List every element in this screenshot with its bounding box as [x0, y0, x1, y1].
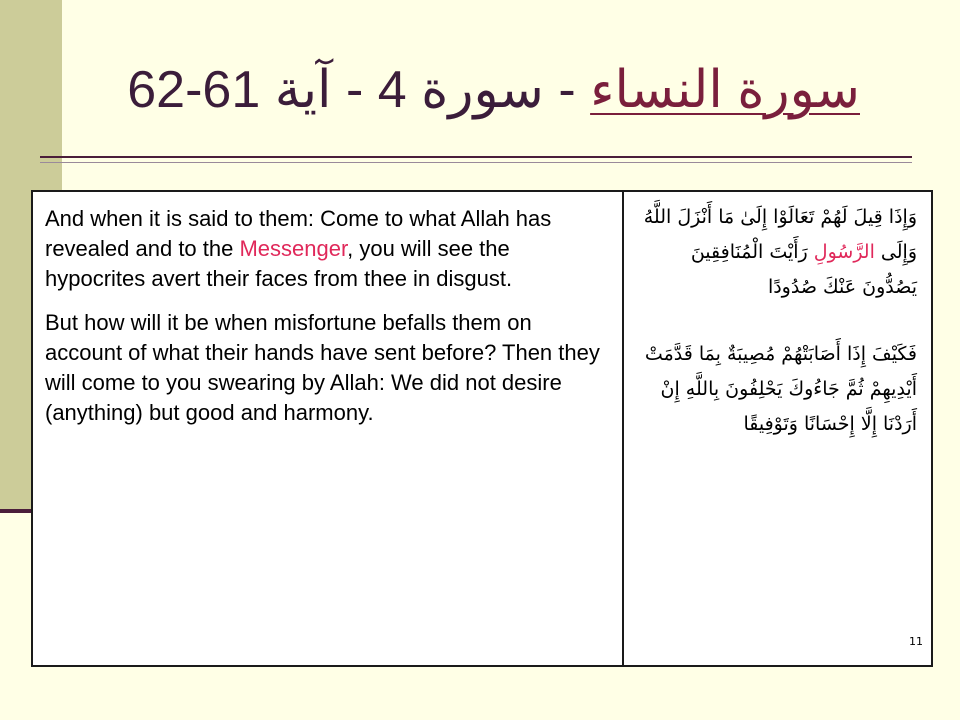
title-divider	[40, 156, 912, 158]
english-verse-61-text-b: , you will see the hypocrites avert their faces from thee in disgust.	[45, 236, 513, 291]
verse-table	[31, 190, 933, 667]
english-verse-61-text-a: And when it is said to them: Come to what Allah has revealed and to the	[45, 206, 552, 261]
english-highlight-messenger: Messenger	[239, 236, 348, 261]
arabic-highlight-rasul: الرَّسُولِ	[813, 241, 875, 263]
english-translation-cell	[33, 192, 624, 665]
title-verse-ref: - سورة 4 - آية 61-62	[127, 61, 591, 119]
arabic-verse-61-text-b: رَأَيْتَ الْمُنَافِقِينَ يَصُدُّونَ عَنْكَ صُدُودًا	[690, 241, 917, 298]
slide-title	[127, 58, 860, 122]
arabic-verse-61	[634, 200, 917, 305]
arabic-text-cell	[624, 192, 931, 665]
page-number: 11	[909, 635, 923, 648]
english-verse-62: But how will it be when misfortune befalls them on account of what their hands have sent before? Then they will come to you swearing by Allah: We did not desire (anything) but good and harmony.	[45, 310, 600, 425]
surah-name-link[interactable]: سورة النساء	[590, 61, 860, 119]
english-verse-61	[45, 204, 608, 294]
arabic-verse-61-text-a: وَإِذَا قِيلَ لَهُمْ تَعَالَوْا إِلَىٰ مَا أَنْزَلَ اللَّهُ وَإِلَى	[643, 206, 917, 263]
arabic-verse-62: فَكَيْفَ إِذَا أَصَابَتْهُمْ مُصِيبَةٌ بِمَا قَدَّمَتْ أَيْدِيهِمْ ثُمَّ جَاءُوكَ يَحْلِفُونَ بِاللَّهِ إِنْ أَرَدْنَا إِلَّا إِحْسَانًا وَتَوْفِيقًا	[644, 343, 917, 435]
title-divider-shadow	[40, 162, 912, 163]
